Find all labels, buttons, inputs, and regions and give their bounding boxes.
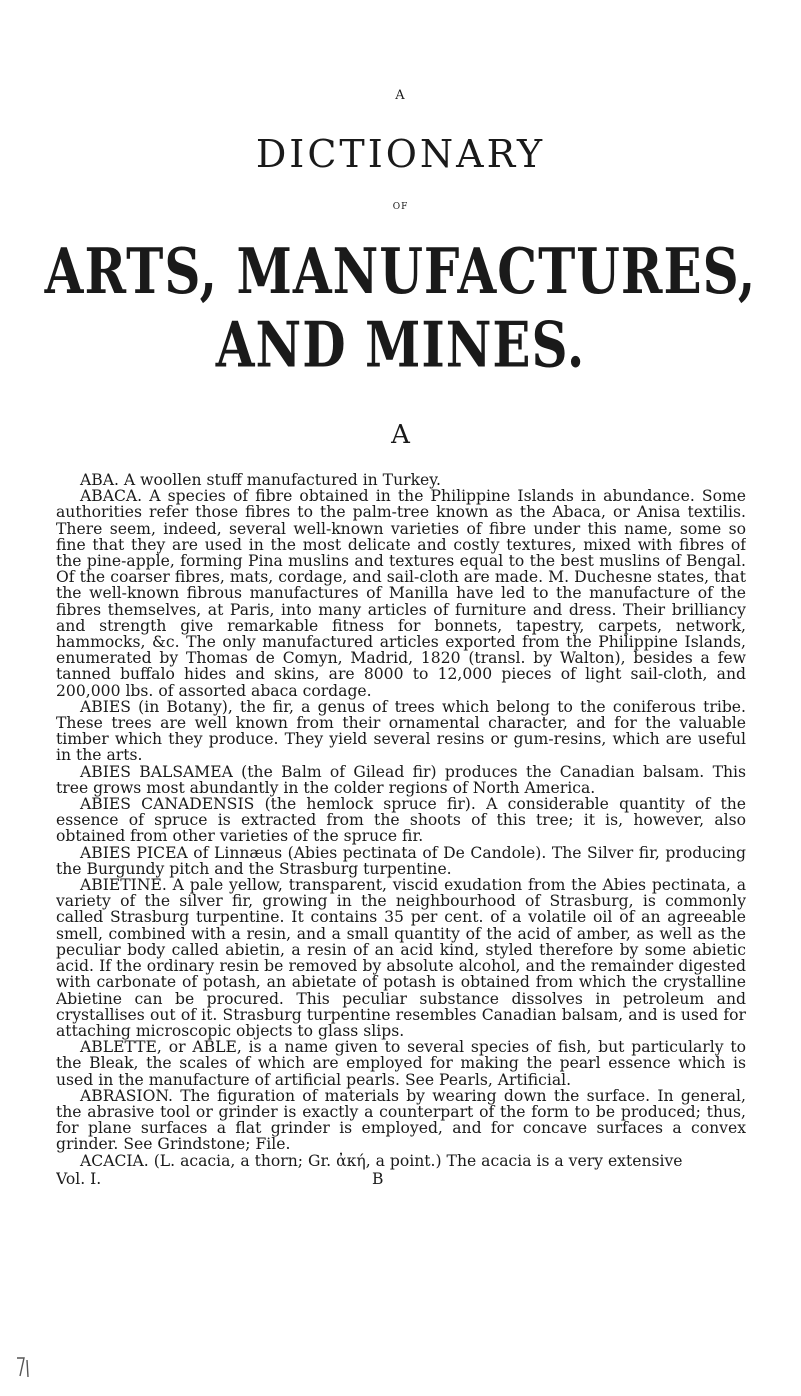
- entry-abies-canadensis: ABIES CANADENSIS (the hemlock spruce fir). A considerable quantity of the essence of spruce is extracted from the shoots of this tree; it is, however, also obtained from other varieties of the spruce fir.: [56, 795, 746, 846]
- entry-abaca: ABACA. A species of fibre obtained in the Philippine Islands in abundance. Some authorities refer those fibres to the palm-tree known as the Abaca, or Anisa textilis. There seem, indeed, several well-known varieties of fibre under this name, some so fine that they are used in the most delicate and costly textures, mixed with fibres of the pine-apple, forming Pina muslins and textures equal to the best muslins of Bengal. Of the coarser fibres, mats, cordage, and sail-cloth are made. M. Duchesne states, that the well-known fibrous manufactures of Manilla have led to the manufacture of the fibres themselves, at Paris, into many articles of furniture and dress. Their brilliancy and strength give remarkable fitness for bonnets, tapestry, carpets, network, hammocks, &c. The only manufactured articles exported from the Philippine Islands, enumerated by Thomas de Comyn, Madrid, 1820 (transl. by Walton), besides a few tanned buffalo hides and skins, are 8000 to 12,000 pieces of light sail-cloth, and 200,000 lbs. of assorted abaca cordage.: [56, 487, 746, 700]
- dictionary-entries: [56, 472, 746, 1362]
- entry-abies: ABIES (in Botany), the fir, a genus of trees which belong to the coniferous tribe. These trees are well known from their ornamental character, and for the valuable timber which they produce. They yield several resins or gum-resins, which are useful in the arts.: [56, 697, 746, 765]
- page-footer-line: [56, 1171, 746, 1187]
- volume-label: Vol. I.: [56, 1169, 102, 1188]
- entry-aba: ABA. A woollen stuff manufactured in Turkey.: [80, 472, 441, 489]
- handwritten-mark: [14, 1352, 36, 1382]
- entry-acacia: ACACIA. (L. acacia, a thorn; Gr. ἀκή, a point.) The acacia is a very extensive: [80, 1151, 683, 1170]
- signature-mark: B: [372, 1169, 384, 1188]
- dictionary-title: DICTIONARY: [255, 132, 546, 176]
- entry-ablette: ABLETTE, or ABLE, is a name given to several species of fish, but particularly to the Bleak, the scales of which are employed for making the pearl essence which is used in the manufacture of artificial pearls. See Pearls, Artificial.: [56, 1038, 746, 1089]
- dictionary-subtitle: ARTS, MANUFACTURES, AND MINES.: [44, 234, 757, 382]
- header-letter: A: [395, 88, 406, 103]
- entry-abrasion: ABRASION. The figuration of materials by wearing down the surface. In general, the abrasive tool or grinder is exactly a counterpart of the form to be produced; thus, for plane surfaces a flat grinder is employed, and for concave surfaces a convex grinder. See Grindstone; File.: [56, 1086, 746, 1154]
- header-of: OF: [392, 202, 409, 212]
- entry-abies-balsamea: ABIES BALSAMEA (the Balm of Gilead fir) produces the Canadian balsam. This tree grows most abundantly in the colder regions of North America.: [56, 762, 746, 797]
- entry-abies-picea: ABIES PICEA of Linnæus (Abies pectinata of De Candole). The Silver fir, producing the Burgundy pitch and the Strasburg turpentine.: [56, 843, 746, 878]
- section-letter: A: [391, 420, 410, 450]
- entry-abietine: ABIETINE. A pale yellow, transparent, viscid exudation from the Abies pectinata, a variety of the silver fir, growing in the neighbourhood of Strasburg, is commonly called Strasburg turpentine. It contains 35 per cent. of a volatile oil of an agreeable smell, combined with a resin, and a small quantity of the acid of amber, as well as the peculiar body called abietin, a resin of an acid kind, styled therefore by some abietic acid. If the ordinary resin be removed by absolute alcohol, and the remainder digested with carbonate of potash, an abietate of potash is obtained from which the crystalline Abietine can be procured. This peculiar substance dissolves in petroleum and crystallises out of it. Strasburg turpentine resembles Canadian balsam, and is used for attaching microscopic objects to glass slips.: [56, 876, 746, 1040]
